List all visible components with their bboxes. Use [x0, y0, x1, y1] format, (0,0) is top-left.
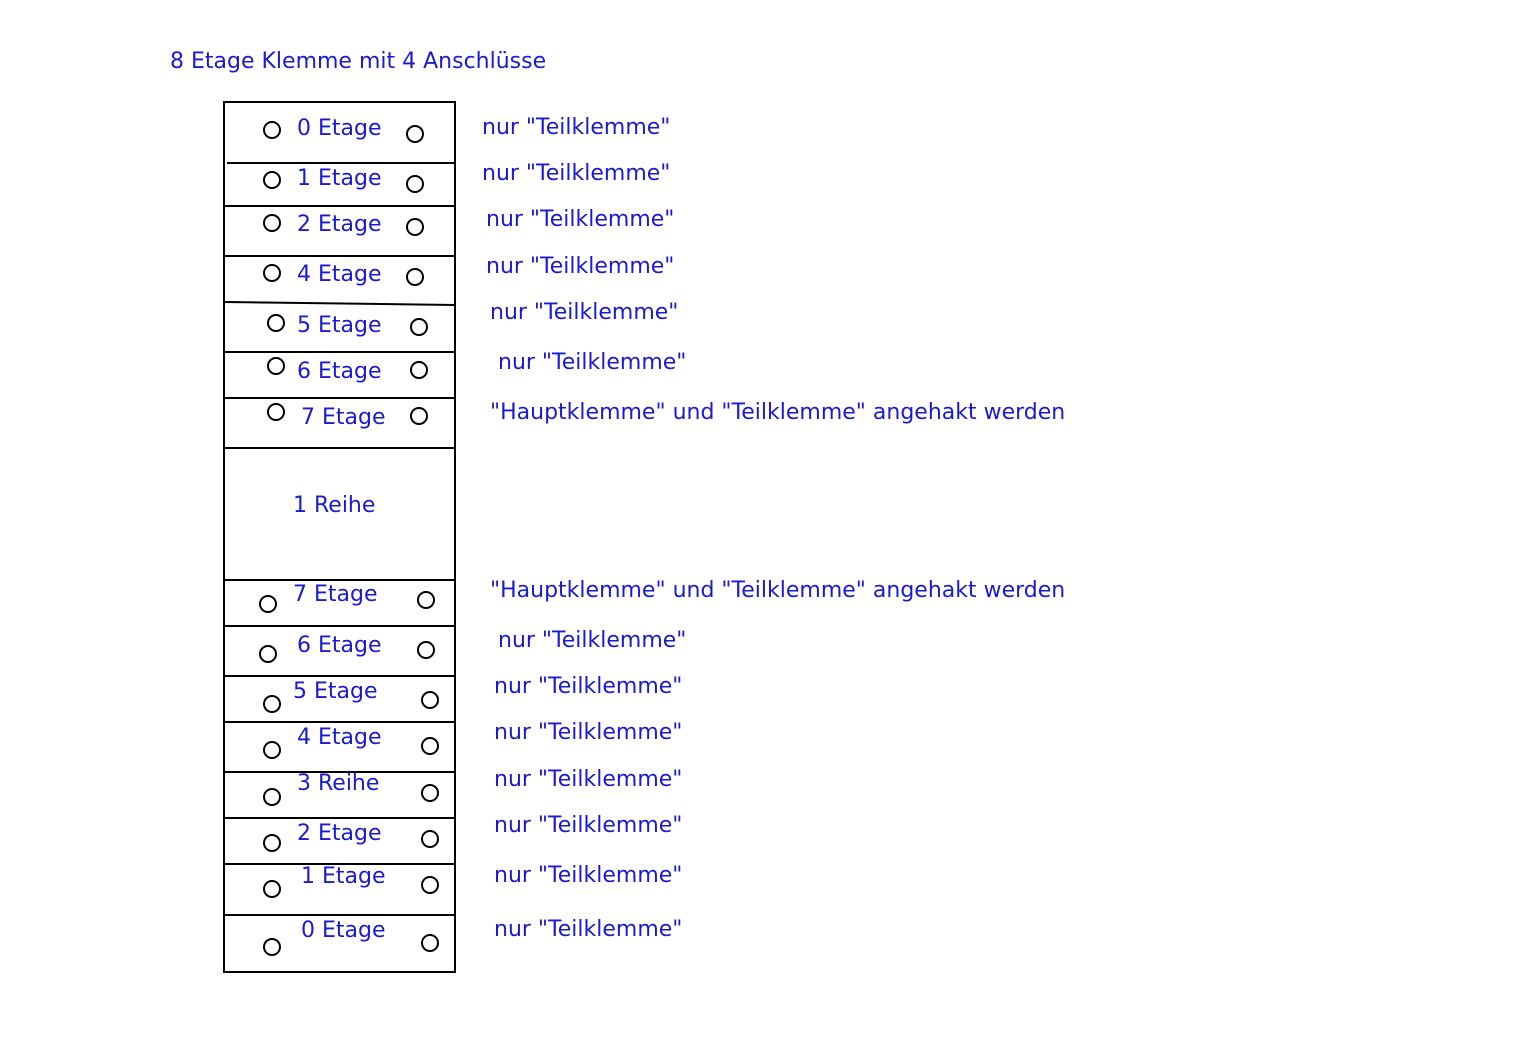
level-label: 3 Reihe: [297, 771, 380, 796]
terminal-connection-icon: [264, 172, 280, 188]
level-note: nur "Teilklemme": [494, 813, 683, 838]
terminal-connection-icon: [264, 789, 280, 805]
level-label: 5 Etage: [293, 679, 378, 704]
terminal-connection-icon: [264, 122, 280, 138]
terminal-connection-icon: [260, 646, 276, 662]
level-label: 4 Etage: [297, 262, 382, 287]
terminal-connection-icon: [264, 696, 280, 712]
terminal-connection-icon: [264, 835, 280, 851]
level-note: nur "Teilklemme": [482, 161, 671, 186]
top-level-row: [264, 161, 670, 192]
level-note: nur "Teilklemme": [498, 350, 687, 375]
bottom-level-row: [264, 917, 682, 955]
level-note: nur "Teilklemme": [494, 863, 683, 888]
terminal-connection-icon: [418, 642, 434, 658]
level-note: nur "Teilklemme": [494, 674, 683, 699]
terminal-connection-icon: [411, 362, 427, 378]
terminal-connection-icon: [411, 408, 427, 424]
level-note: nur "Teilklemme": [494, 767, 683, 792]
terminal-connection-icon: [422, 692, 438, 708]
bottom-level-row: [264, 863, 682, 897]
terminal-connection-icon: [407, 219, 423, 235]
bottom-level-row: [264, 720, 682, 758]
level-label: 7 Etage: [301, 405, 386, 430]
level-label: 0 Etage: [297, 116, 382, 141]
level-note: nur "Teilklemme": [486, 254, 675, 279]
level-note: nur "Teilklemme": [494, 720, 683, 745]
bottom-level-row: [260, 628, 686, 662]
terminal-connection-icon: [422, 935, 438, 951]
terminal-connection-icon: [407, 126, 423, 142]
terminal-connection-icon: [407, 269, 423, 285]
level-label: 0 Etage: [301, 918, 386, 943]
terminal-connection-icon: [264, 265, 280, 281]
terminal-connection-icon: [422, 831, 438, 847]
terminal-connection-icon: [422, 738, 438, 754]
terminal-connection-icon: [422, 785, 438, 801]
level-label: 1 Etage: [297, 166, 382, 191]
top-level-row: [268, 300, 678, 338]
level-label: 2 Etage: [297, 821, 382, 846]
level-label: 7 Etage: [293, 582, 378, 607]
level-note: nur "Teilklemme": [490, 300, 679, 325]
level-note: "Hauptklemme" und "Teilklemme" angehakt werden: [490, 578, 1066, 603]
terminal-connection-icon: [411, 319, 427, 335]
diagram-title: 8 Etage Klemme mit 4 Anschlüsse: [170, 49, 547, 74]
level-note: "Hauptklemme" und "Teilklemme" angehakt werden: [490, 400, 1066, 425]
top-level-row: [264, 115, 670, 142]
terminal-connection-icon: [422, 877, 438, 893]
level-label: 4 Etage: [297, 725, 382, 750]
level-label: 6 Etage: [297, 633, 382, 658]
level-note: nur "Teilklemme": [498, 628, 687, 653]
level-label: 2 Etage: [297, 212, 382, 237]
middle-row-label: 1 Reihe: [293, 493, 376, 518]
top-level-row: [264, 254, 674, 287]
top-level-row: [268, 350, 686, 384]
terminal-connection-icon: [264, 939, 280, 955]
top-level-row: [268, 400, 1065, 430]
level-note: nur "Teilklemme": [482, 115, 671, 140]
level-note: nur "Teilklemme": [494, 917, 683, 942]
terminal-connection-icon: [260, 596, 276, 612]
terminal-connection-icon: [268, 358, 284, 374]
top-level-row: [264, 207, 674, 237]
level-label: 1 Etage: [301, 864, 386, 889]
level-note: nur "Teilklemme": [486, 207, 675, 232]
level-label: 5 Etage: [297, 313, 382, 338]
terminal-connection-icon: [264, 881, 280, 897]
bottom-level-row: [264, 767, 682, 805]
terminal-connection-icon: [268, 315, 284, 331]
terminal-connection-icon: [268, 404, 284, 420]
terminal-connection-icon: [418, 592, 434, 608]
bottom-level-row: [260, 578, 1065, 612]
separator-top-3: [224, 302, 455, 305]
terminal-connection-icon: [407, 176, 423, 192]
terminal-connection-icon: [264, 742, 280, 758]
level-label: 6 Etage: [297, 359, 382, 384]
terminal-connection-icon: [264, 215, 280, 231]
bottom-level-row: [264, 674, 682, 712]
